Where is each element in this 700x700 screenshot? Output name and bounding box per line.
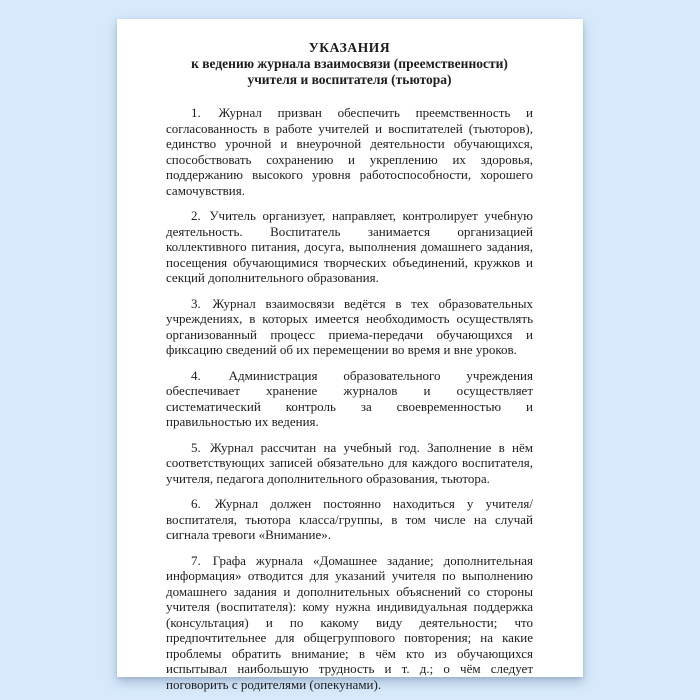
- paragraph-2: [166, 208, 533, 286]
- paragraph-6: [166, 496, 533, 543]
- paragraph-4-number: 4.: [191, 367, 201, 383]
- paragraph-1: [166, 105, 533, 198]
- paragraph-3-number: 3.: [191, 295, 201, 311]
- paragraph-7-text: Графа журнала «Домашнее задание; дополнительная информация» отводится для указаний учителя по выполнению домашнего задания и дополнительных объяснений со стороны учителя (воспитателя): кому нужна индивидуальная поддержка (консультация) и по какому виду деятельности; что предпочтительнее для общегруппового повторения; на какие проблемы обратить внимание; в чём кто из обучающихся испытывал наибольшую трудность и т. д.; о чём следует поговорить с родителями (опекунами).: [166, 552, 533, 692]
- title-line-2: к ведению журнала взаимосвязи (преемственности): [191, 56, 508, 71]
- paragraph-3-text: Журнал взаимосвязи ведётся в тех образовательных учреждениях, в которых имеется необходимость осуществлять организованный процесс приема-передачи обучающихся и фиксацию сведений об их перемещении во время и вне уроков.: [166, 295, 534, 357]
- paragraph-4-text: Администрация образовательного учреждения обеспечивает хранение журналов и осуществляет систематический контроль за своевременностью и правильностью их ведения.: [166, 367, 533, 429]
- paragraph-4: [166, 368, 533, 430]
- paragraph-5: [166, 440, 533, 487]
- paragraph-3: [166, 296, 533, 358]
- paragraph-6-number: 6.: [191, 496, 201, 511]
- paragraph-1-text: Журнал призван обеспечить преемственность и согласованность в работе учителей и воспитателей (тьюторов), единство урочной и внеурочной деятельности обучающихся, способствовать сохранению и укреплению их здоровья, поддержанию высокого уровня работоспособности, хорошего самочувствия.: [166, 105, 534, 198]
- paragraph-1-number: 1.: [191, 105, 201, 120]
- paragraph-6-text: Журнал должен постоянно находиться у учителя/воспитателя, тьютора класса/группы, в том числе на случай сигнала тревоги «Внимание».: [166, 496, 533, 542]
- paragraph-2-text: Учитель организует, направляет, контролирует учебную деятельность. Воспитатель занимается организацией коллективного питания, досуга, выполнения домашнего задания, посещения обучающимися творческих объединений, кружков и секций дополнительного образования.: [166, 208, 533, 285]
- document-title: [166, 40, 533, 88]
- paragraph-7-number: 7.: [191, 552, 201, 568]
- paragraph-7: [166, 553, 533, 693]
- document-page: [117, 19, 583, 692]
- title-line-1: УКАЗАНИЯ: [308, 40, 391, 55]
- document-body: [166, 105, 533, 692]
- title-line-3: учителя и воспитателя (тьютора): [247, 72, 452, 87]
- paragraph-5-text: Журнал рассчитан на учебный год. Заполнение в нём соответствующих записей обязательно для каждого воспитателя, учителя, педагога дополнительного образования, тьютора.: [166, 439, 533, 486]
- paragraph-5-number: 5.: [191, 439, 201, 455]
- paragraph-2-number: 2.: [191, 208, 201, 223]
